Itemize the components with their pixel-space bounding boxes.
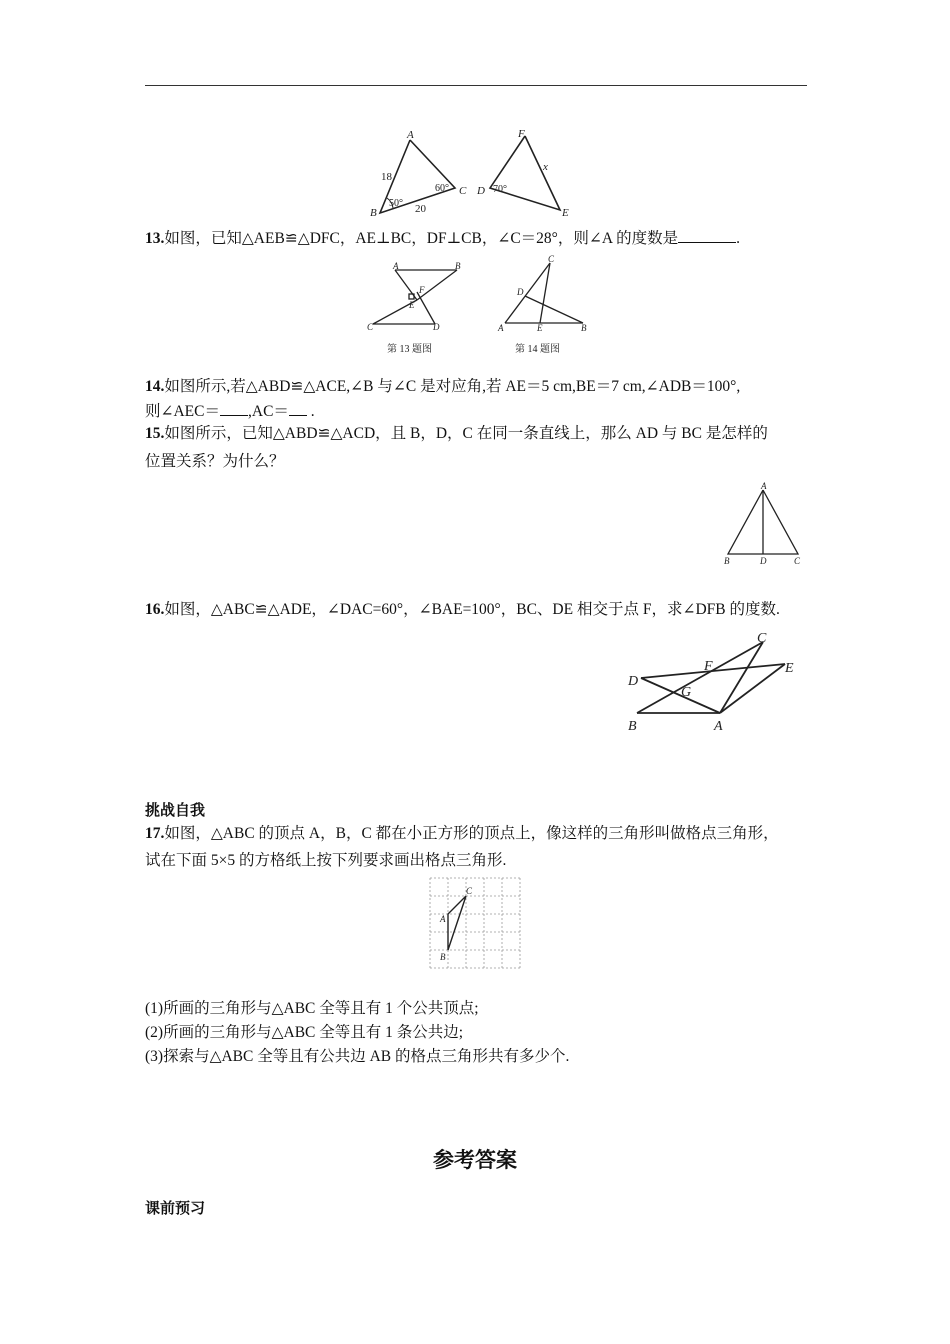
answer-blank-aec	[220, 401, 248, 416]
figure-14-caption: 第 14 题图	[515, 344, 560, 355]
side-bc-value: 20	[415, 203, 426, 215]
question-17-number: 17.	[145, 825, 165, 842]
label-d: D	[477, 185, 485, 197]
label-f: F	[518, 128, 525, 140]
label-e: E	[537, 323, 543, 333]
label-f: F	[704, 659, 713, 674]
label-a: A	[393, 261, 399, 271]
label-g: G	[681, 685, 692, 700]
triangle-def	[490, 136, 560, 210]
figure-q14	[495, 255, 605, 355]
angle-c-value: 60°	[435, 183, 449, 194]
label-c: C	[459, 185, 467, 197]
figure-q13	[365, 262, 475, 357]
section-preview-heading: 课前预习	[145, 1199, 206, 1217]
label-c: C	[466, 886, 473, 896]
question-16	[145, 600, 780, 620]
label-f: F	[419, 285, 425, 295]
label-a: A	[498, 323, 504, 333]
question-16-number: 16.	[145, 601, 165, 618]
label-d: D	[517, 287, 524, 297]
question-15-number: 15.	[145, 425, 165, 442]
question-17-item-2: (2)所画的三角形与△ABC 全等且有 1 条公共边;	[145, 1024, 464, 1041]
label-c: C	[794, 556, 801, 566]
side-ab-value: 18	[381, 171, 392, 183]
question-15-text: 如图所示，已知△ABD≌△ACD，且 B，D，C 在同一条直线上，那么 AD 与 BC 是怎样的	[164, 425, 768, 442]
question-14-text: 如图所示,若△ABD≌△ACE,∠B 与∠C 是对应角,若 AE＝5 cm,BE＝7 cm,∠ADB＝100°,	[164, 378, 741, 395]
label-a: A	[714, 719, 723, 734]
question-13	[145, 228, 740, 249]
question-15-line2	[145, 452, 285, 472]
figure-q16	[625, 628, 815, 738]
label-c: C	[367, 322, 374, 332]
question-13-text: 如图，已知△AEB≌△DFC，AE⊥BC，DF⊥CB，∠C＝28°，则∠A 的度数是	[164, 230, 679, 247]
side-x-label: x	[543, 161, 548, 173]
question-17-item-1: (1)所画的三角形与△ABC 全等且有 1 个公共顶点;	[145, 1000, 479, 1017]
question-14-end: .	[306, 403, 315, 420]
answers-title: 参考答案	[433, 1148, 517, 1172]
answer-blank	[678, 228, 736, 243]
label-d: D	[760, 556, 767, 566]
question-17-text-2: 试在下面 5×5 的方格纸上按下列要求画出格点三角形.	[145, 852, 507, 869]
label-b: B	[724, 556, 730, 566]
label-a: A	[440, 914, 446, 924]
label-c: C	[548, 254, 555, 264]
question-13-number: 13.	[145, 230, 165, 247]
question-14-ac: ,AC＝	[248, 403, 289, 420]
label-e: E	[785, 661, 794, 676]
header-rule	[145, 85, 807, 86]
label-b: B	[370, 207, 377, 219]
label-b: B	[455, 261, 461, 271]
label-d: D	[433, 322, 440, 332]
question-17-item-3: (3)探索与△ABC 全等且有公共边 AB 的格点三角形共有多少个.	[145, 1048, 570, 1065]
question-14-number: 14.	[145, 378, 165, 395]
figure-13-caption: 第 13 题图	[387, 344, 432, 355]
question-15-text-2: 位置关系？为什么？	[145, 453, 285, 470]
label-e: E	[409, 300, 415, 310]
label-a: A	[761, 481, 767, 491]
answer-blank-ac	[289, 401, 307, 416]
figure-q15	[720, 482, 810, 572]
question-17-text: 如图，△ABC 的顶点 A，B，C 都在小正方形的顶点上，像这样的三角形叫做格点三角形，	[164, 825, 779, 842]
label-c: C	[757, 631, 767, 646]
question-15-line1	[145, 424, 768, 444]
question-14-aec: 则∠AEC＝	[145, 403, 220, 420]
section-challenge-heading: 挑战自我	[145, 801, 206, 819]
question-16-text: 如图，△ABC≌△ADE，∠DAC=60°，∠BAE=100°，BC、DE 相交于点 F，求∠DFB 的度数.	[164, 601, 780, 618]
figure-q12-triangles	[365, 128, 575, 223]
question-14-line2	[145, 401, 315, 422]
label-b: B	[628, 719, 637, 734]
question-13-end: .	[736, 230, 740, 247]
figure-q17-grid	[428, 876, 528, 976]
angle-b-value: 50°	[389, 198, 403, 209]
label-b: B	[581, 323, 587, 333]
label-d: D	[628, 674, 639, 689]
question-17-line1	[145, 824, 779, 844]
label-a: A	[407, 129, 414, 141]
question-14-line1	[145, 377, 740, 397]
angle-d-value: 70°	[493, 184, 507, 195]
label-e: E	[562, 207, 569, 219]
label-b: B	[440, 952, 446, 962]
question-17-line2	[145, 851, 506, 871]
